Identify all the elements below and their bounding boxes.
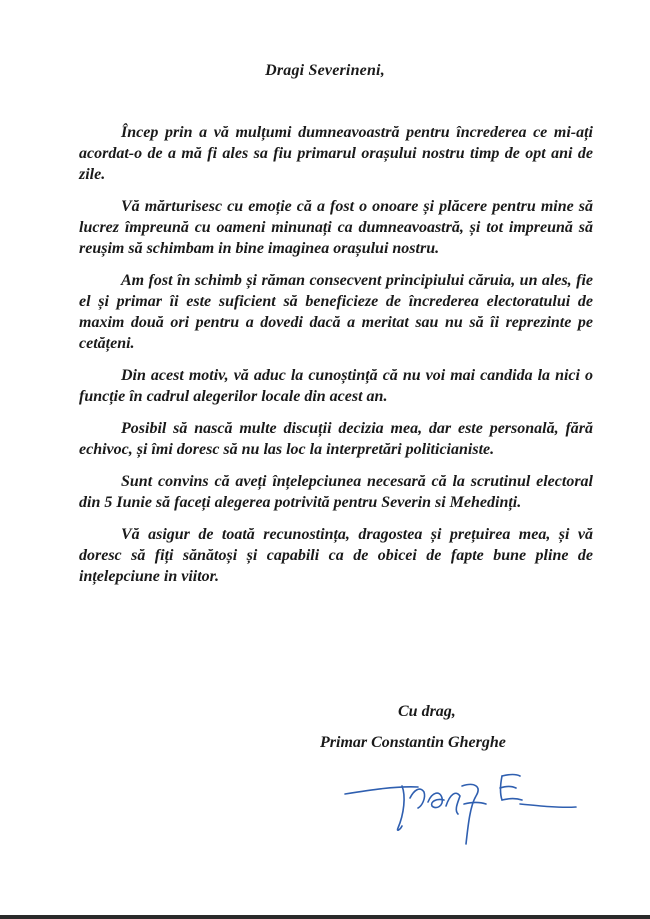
letter-closing: Cu drag,: [398, 703, 456, 720]
letter-signer: Primar Constantin Gherghe: [320, 734, 506, 751]
letter-paragraph: Am fost în schimb și răman consecvent principiului căruia, un ales, fie el și primar îi este suficient să beneficieze de încrederea electoratului de maxim două ori pentru a dovedi dacă a meritat sau nu să îi reprezinte pe cetățeni.: [79, 272, 593, 352]
letter-paragraph: Din acest motiv, vă aduc la cunoștință că nu voi mai candida la nici o funcție în cadrul alegerilor locale din acest an.: [79, 367, 593, 405]
letter-salutation: Dragi Severineni,: [265, 62, 385, 79]
letter-paragraph: Încep prin a vă mulțumi dumneavoastră pentru încrederea ce mi-ați acordat-o de a mă fi ales sa fiu primarul orașului nostru timp de opt ani de zile.: [79, 124, 593, 183]
letter-paragraph: Vă mărturisesc cu emoție că a fost o onoare și plăcere pentru mine să lucrez împreună cu oameni minunați ca dumneavoastră, și tot impreună să reușim să schimbam in bine imaginea orașului nostru.: [79, 198, 593, 257]
signature-icon: [340, 756, 580, 856]
letter-body: [79, 122, 593, 598]
letter-paragraph: Vă asigur de toată recunostința, dragostea și prețuirea mea, și vă doresc să fiți sănătoși și capabili ca de obicei de fapte bune pline de ințelepciune in viitor.: [79, 526, 593, 585]
letter-paragraph: Sunt convins că aveți înțelepciunea necesară că la scrutinul electoral din 5 Iunie să faceți alegerea potrivită pentru Severin si Mehedinți.: [79, 473, 593, 511]
page-bottom-edge: [0, 915, 650, 919]
letter-paragraph: Posibil să nască multe discuții decizia mea, dar este personală, fără echivoc, și îmi doresc să nu las loc la interpretări politicianiste.: [79, 420, 593, 458]
